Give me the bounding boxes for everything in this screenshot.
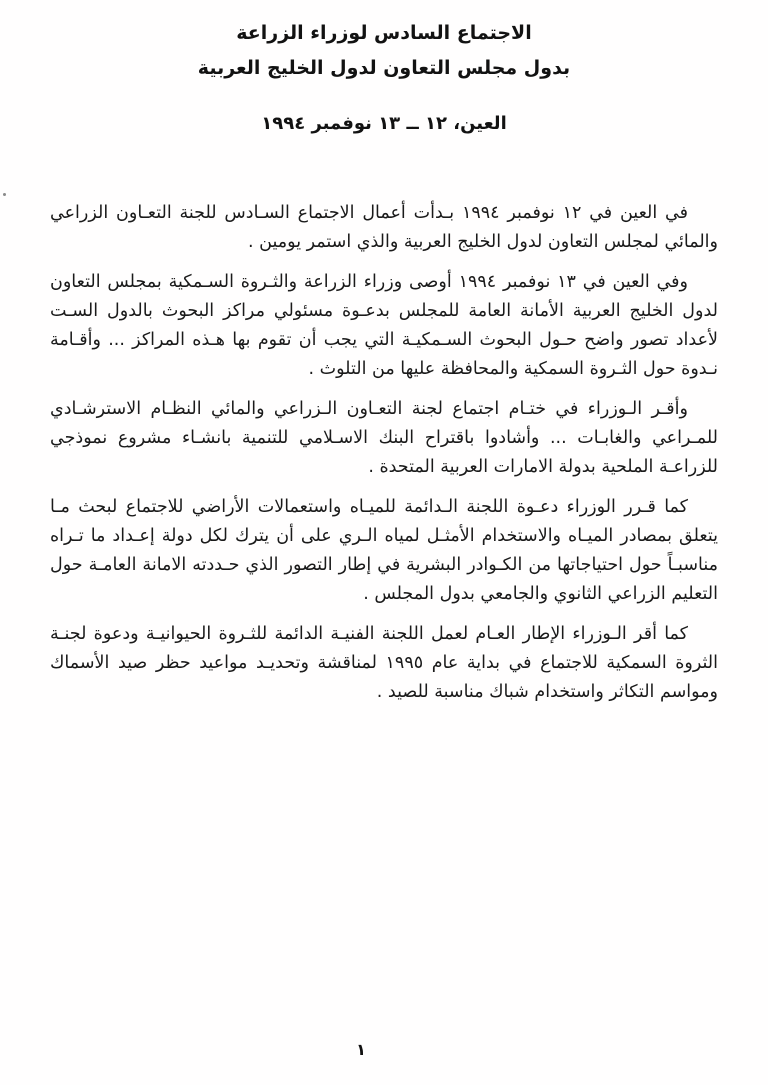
doc-date-line: العين، ١٢ ــ ١٣ نوفمبر ١٩٩٤ — [261, 113, 507, 134]
document-header — [14, 16, 754, 134]
paragraph-3: وأقـر الـوزراء في ختـام اجتماع لجنة التعـاون الـزراعي والمائي النظـام الاسترشـادي للمـراعي والغابـات ... وأشادوا باقتراح البنك الاسـلامي للتنمية بانشـاء مشروع نموذجي للزراعـة الملحية بدولة الامارات العربية المتحدة . — [50, 399, 718, 477]
page-number: ١ — [356, 1040, 366, 1059]
paragraph-2: وفي العين في ١٣ نوفمبر ١٩٩٤ أوصى وزراء الزراعة والثـروة السـمكية بمجلس التعاون لدول الخليج العربية الأمانة العامة للمجلس بدعـوة مسئولي مراكز البحوث بالدول السـت لأعداد تصور واضح حـول البحوث السـمكيـة التي يجب أن تقوم بها هـذه المراكز ... وأقـامة نـدوة حول الثـروة السمكية والمحافظة عليها من التلوث . — [50, 272, 718, 379]
document-body — [50, 199, 718, 718]
doc-title-line-1: الاجتماع السادس لوزراء الزراعة — [236, 22, 532, 44]
scan-speck — [3, 193, 6, 196]
doc-title-line-2: بدول مجلس التعاون لدول الخليج العربية — [197, 57, 571, 79]
paragraph-1: في العين في ١٢ نوفمبر ١٩٩٤ بـدأت أعمال الاجتماع السـادس للجنة التعـاون الزراعي والمائي لمجلس التعاون لدول الخليج العربية والذي استمر يومين . — [50, 203, 718, 252]
paragraph-5: كما أقر الـوزراء الإطار العـام لعمل اللجنة الفنيـة الدائمة للثـروة الحيوانيـة ودعوة لجنـة الثروة السمكية للاجتماع في بداية عام ١٩٩٥ لمناقشة وتحديـد مواعيد حظر صيد الأسماك ومواسم التكاثر واستخدام شباك مناسبة للصيد . — [50, 624, 718, 702]
paragraph-4: كما قـرر الوزراء دعـوة اللجنة الـدائمة للميـاه واستعمالات الأراضي للاجتماع لبحث مـا يتعلق بمصادر الميـاه والاستخدام الأمثـل لمياه الـري على أن يترك لكل دولة إعـداد ما تـراه مناسبـاً حول احتياجاتها من الكـوادر البشرية في إطار التصور الذي حـددته الامانة العامـة حول التعليم الزراعي الثانوي والجامعي بدول المجلس . — [50, 497, 718, 604]
